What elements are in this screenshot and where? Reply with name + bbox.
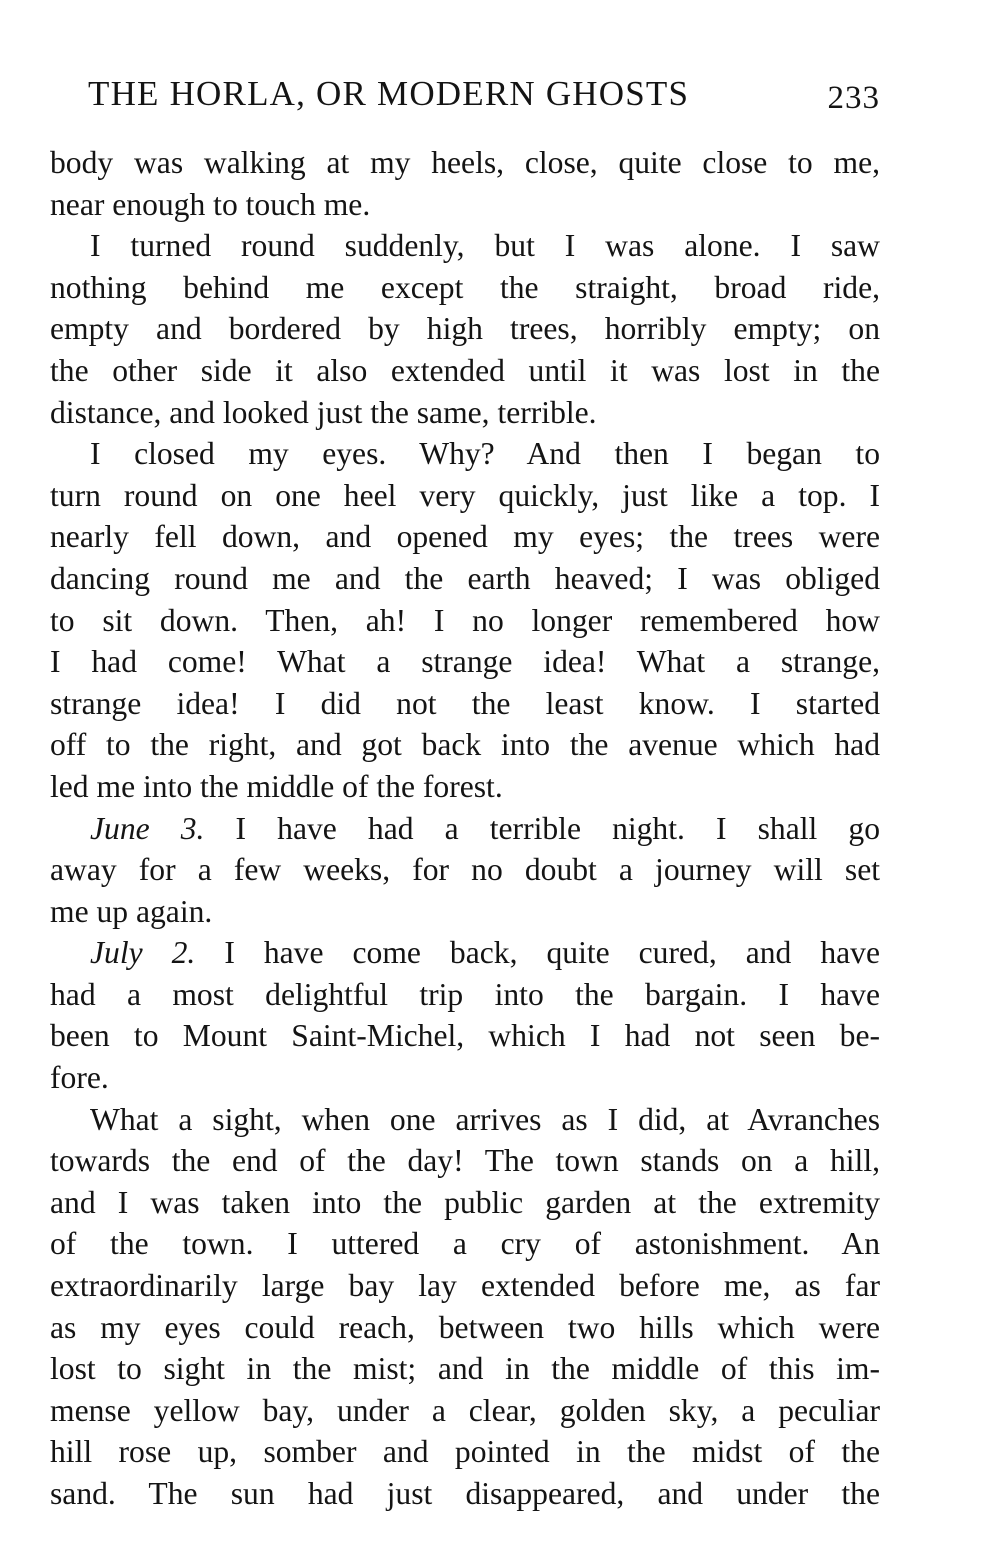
entry-text: I have come back, quite cured, and have bbox=[195, 935, 880, 971]
entry-date: July 2. bbox=[90, 935, 196, 971]
text-line: off to the right, and got back into the avenue which had bbox=[50, 727, 880, 763]
entry-date: June 3. bbox=[90, 810, 205, 846]
paragraph bbox=[50, 1099, 880, 1515]
text-line: lost to sight in the mist; and in the middle of this im- bbox=[50, 1351, 880, 1387]
text-line: near enough to touch me. bbox=[50, 186, 371, 222]
text-line: to sit down. Then, ah! I no longer remembered how bbox=[50, 602, 880, 638]
text-line: towards the end of the day! The town stands on a hill, bbox=[50, 1143, 880, 1179]
text-line: as my eyes could reach, between two hills which were bbox=[50, 1309, 880, 1345]
text-line: I had come! What a strange idea! What a strange, bbox=[50, 644, 880, 680]
text-line: led me into the middle of the forest. bbox=[50, 768, 503, 804]
paragraph bbox=[50, 433, 880, 807]
diary-entry-july-2 bbox=[50, 932, 880, 1098]
text-line: of the town. I uttered a cry of astonishment. An bbox=[50, 1226, 880, 1262]
text-line: body was walking at my heels, close, quite close to me, bbox=[50, 145, 880, 180]
entry-text: I have had a terrible night. I shall go bbox=[204, 810, 880, 846]
text-line: fore. bbox=[50, 1060, 109, 1096]
text-line: What a sight, when one arrives as I did, at Avranches bbox=[90, 1101, 880, 1137]
text-line: hill rose up, somber and pointed in the midst of the bbox=[50, 1434, 880, 1470]
text-line: I turned round suddenly, but I was alone. I saw bbox=[90, 228, 880, 264]
text-line: and I was taken into the public garden at the extremity bbox=[50, 1184, 880, 1220]
text-line: extraordinarily large bay lay extended before me, as far bbox=[50, 1268, 880, 1304]
text-line: distance, and looked just the same, terrible. bbox=[50, 394, 597, 430]
running-title: THE HORLA, OR MODERN GHOSTS bbox=[88, 74, 690, 113]
text-line: away for a few weeks, for no doubt a journey will set bbox=[50, 852, 880, 888]
text-line bbox=[50, 808, 880, 850]
text-line: I closed my eyes. Why? And then I began to bbox=[90, 436, 880, 472]
text-line: empty and bordered by high trees, horribly empty; on bbox=[50, 311, 880, 347]
text-line bbox=[50, 932, 880, 974]
text-line: nearly fell down, and opened my eyes; the trees were bbox=[50, 519, 880, 555]
text-line: strange idea! I did not the least know. I started bbox=[50, 685, 880, 721]
text-line: mense yellow bay, under a clear, golden sky, a peculiar bbox=[50, 1392, 880, 1428]
text-line: sand. The sun had just disappeared, and under the bbox=[50, 1476, 880, 1511]
text-line: turn round on one heel very quickly, just like a top. I bbox=[50, 477, 880, 513]
paragraph bbox=[50, 225, 880, 433]
running-head bbox=[88, 68, 880, 124]
text-line: been to Mount Saint-Michel, which I had not seen be- bbox=[50, 1018, 880, 1054]
page-number: 233 bbox=[827, 80, 880, 116]
diary-entry-june-3 bbox=[50, 808, 880, 933]
text-line: the other side it also extended until it was lost in the bbox=[50, 352, 880, 388]
text-line: had a most delightful trip into the bargain. I have bbox=[50, 976, 880, 1012]
text-line: dancing round me and the earth heaved; I was obliged bbox=[50, 560, 880, 596]
body-text bbox=[50, 142, 880, 1515]
paragraph bbox=[50, 142, 880, 225]
text-line: nothing behind me except the straight, broad ride, bbox=[50, 269, 880, 305]
text-line: me up again. bbox=[50, 893, 213, 929]
